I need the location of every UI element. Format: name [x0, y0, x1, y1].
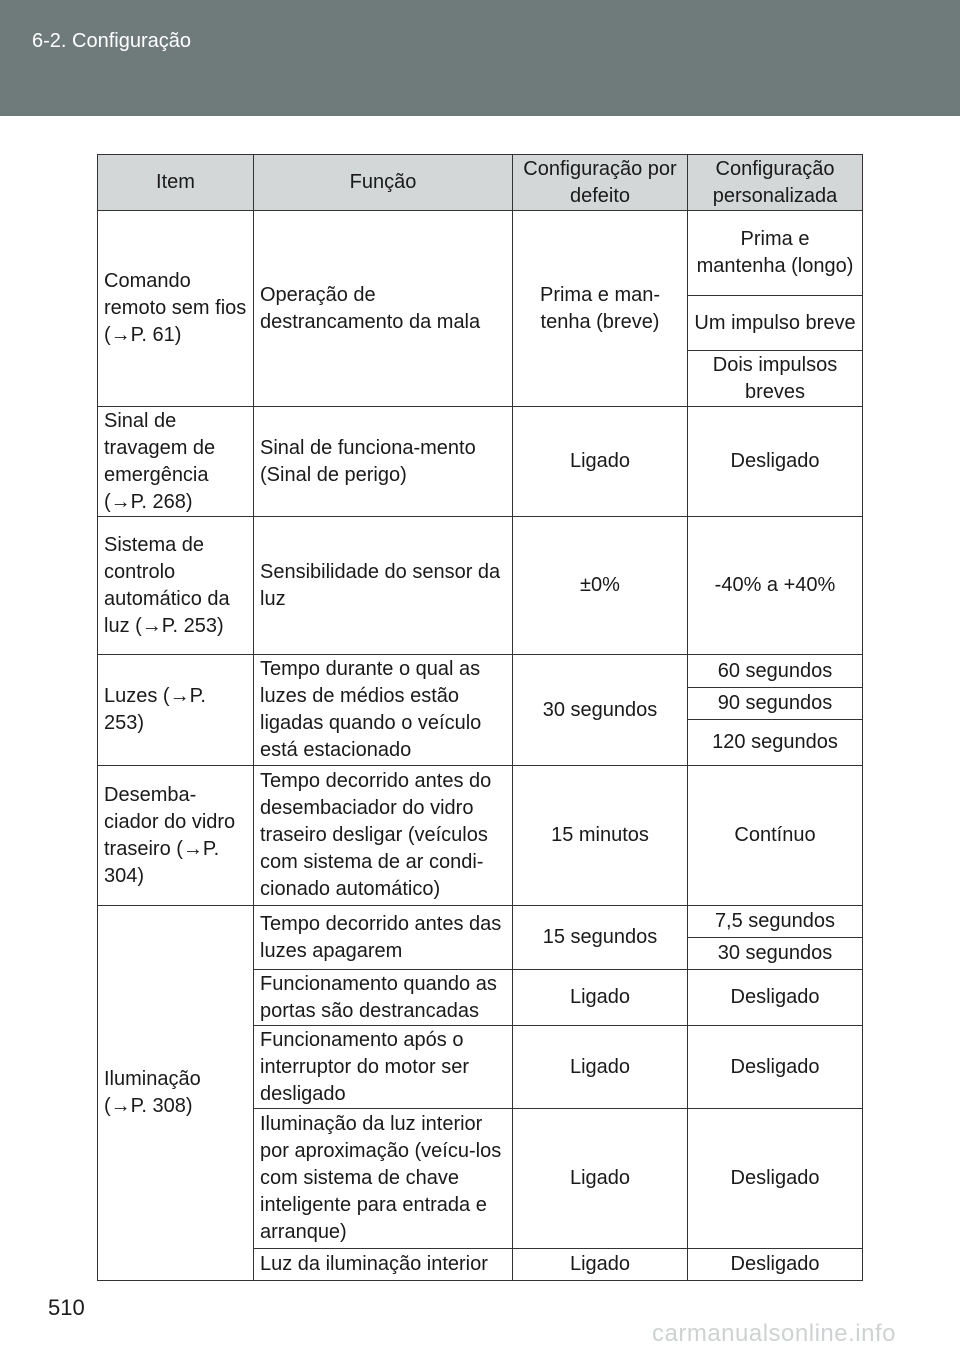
function-cell: Tempo decorrido antes do desembaciador do vidro traseiro desligar (veículos com sistema de ar condi-cionado automático): [254, 766, 513, 906]
watermark: carmanualsonline.info: [652, 1320, 896, 1347]
function-cell: Funcionamento quando as portas são destrancadas: [254, 970, 513, 1026]
custom-cell: 30 segundos: [688, 938, 863, 970]
table-row: [98, 211, 863, 296]
table-row: [98, 766, 863, 906]
function-cell: Funcionamento após o interruptor do motor ser desligado: [254, 1026, 513, 1109]
default-cell: Prima e man-tenha (breve): [513, 211, 688, 407]
default-cell: 30 segundos: [513, 655, 688, 766]
default-cell: ±0%: [513, 517, 688, 655]
custom-cell: Contínuo: [688, 766, 863, 906]
custom-cell: 120 segundos: [688, 720, 863, 766]
function-cell: Sensibilidade do sensor da luz: [254, 517, 513, 655]
default-cell: Ligado: [513, 1026, 688, 1109]
table-row: [98, 655, 863, 688]
item-cell: Iluminação (→P. 308): [98, 906, 254, 1281]
table-row: [98, 906, 863, 938]
column-header: Função: [254, 155, 513, 211]
function-cell: Sinal de funciona-mento (Sinal de perigo): [254, 407, 513, 517]
function-cell: Tempo decorrido antes das luzes apagarem: [254, 906, 513, 970]
custom-cell: 60 segundos: [688, 655, 863, 688]
column-header: Configuração personalizada: [688, 155, 863, 211]
function-cell: Tempo durante o qual as luzes de médios estão ligadas quando o veículo está estacionado: [254, 655, 513, 766]
table-row: [98, 517, 863, 655]
custom-cell: Desligado: [688, 1026, 863, 1109]
item-cell: Sistema de controlo automático da luz (→P. 253): [98, 517, 254, 655]
custom-cell: Dois impulsos breves: [688, 351, 863, 407]
function-cell: Luz da iluminação interior: [254, 1249, 513, 1281]
default-cell: Ligado: [513, 1109, 688, 1249]
chapter-title: 6-2. Configuração: [32, 30, 191, 52]
column-header: Configuração por defeito: [513, 155, 688, 211]
custom-cell: 90 segundos: [688, 688, 863, 720]
item-cell: Comando remoto sem fios (→P. 61): [98, 211, 254, 407]
default-cell: 15 minutos: [513, 766, 688, 906]
function-cell: Iluminação da luz interior por aproximação (veícu-los com sistema de chave inteligente para entrada e arranque): [254, 1109, 513, 1249]
chapter-header: [0, 0, 960, 116]
function-cell: Operação de destrancamento da mala: [254, 211, 513, 407]
custom-cell: Desligado: [688, 407, 863, 517]
settings-table: [97, 154, 863, 1281]
table-header-row: [98, 155, 863, 211]
item-cell: Desemba-ciador do vidro traseiro (→P. 304): [98, 766, 254, 906]
page-number: 510: [48, 1295, 85, 1320]
default-cell: Ligado: [513, 1249, 688, 1281]
custom-cell: Desligado: [688, 1109, 863, 1249]
default-cell: 15 segundos: [513, 906, 688, 970]
table-row: [98, 407, 863, 517]
item-cell: Sinal de travagem de emergência (→P. 268): [98, 407, 254, 517]
default-cell: Ligado: [513, 407, 688, 517]
custom-cell: Um impulso breve: [688, 296, 863, 351]
custom-cell: 7,5 segundos: [688, 906, 863, 938]
item-cell: Luzes (→P. 253): [98, 655, 254, 766]
column-header: Item: [98, 155, 254, 211]
custom-cell: Desligado: [688, 1249, 863, 1281]
custom-cell: -40% a +40%: [688, 517, 863, 655]
default-cell: Ligado: [513, 970, 688, 1026]
custom-cell: Prima e mantenha (longo): [688, 211, 863, 296]
custom-cell: Desligado: [688, 970, 863, 1026]
